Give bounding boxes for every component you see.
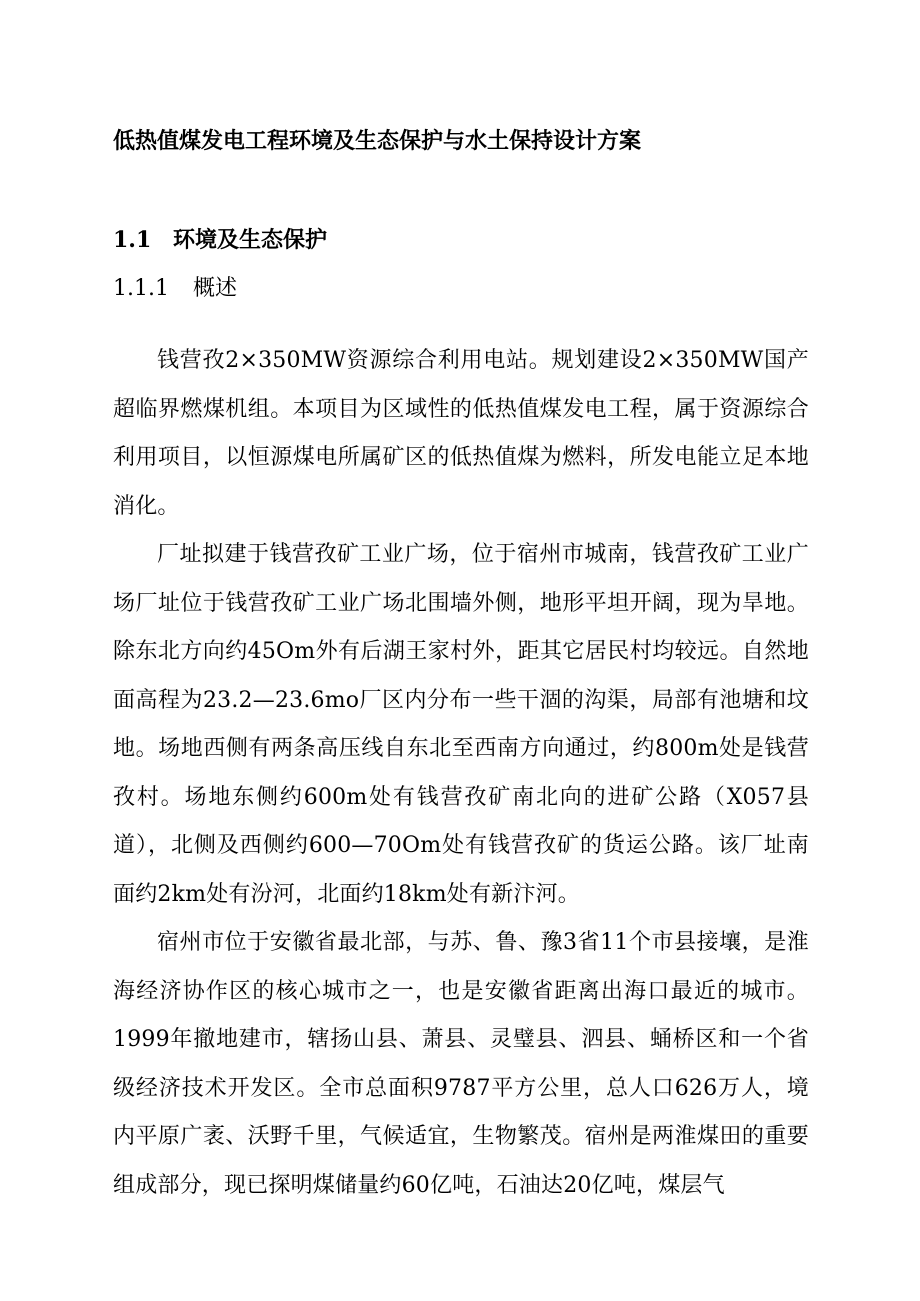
subsection-heading [113, 274, 237, 304]
body-text [113, 337, 809, 1210]
section-number: 1.1 [113, 227, 152, 253]
section-title: 环境及生态保护 [173, 227, 328, 253]
paragraph-suzhou-city: 宿州市位于安徽省最北部，与苏、鲁、豫3省11个市县接壤，是淮海经济协作区的核心城市之一，也是安徽省距离出海口最近的城市。1999年撤地建市，辖扬山县、萧县、灵璧县、泗县、蛹桥区和一个省级经济技术开发区。全市总面积9787平方公里，总人口626万人，境内平原广袤、沃野千里，气候适宜，生物繁茂。宿州是两淮煤田的重要组成部分，现已探明煤储量约60亿吨，石油达20亿吨，煤层气 [113, 930, 809, 1198]
subsection-title: 概述 [193, 276, 238, 301]
paragraph-overview-1: 钱营孜2×350MW资源综合利用电站。规划建设2×350MW国产超临界燃煤机组。本项目为区域性的低热值煤发电工程，属于资源综合利用项目，以恒源煤电所属矿区的低热值煤为燃料，所发电能立足本地消化。 [113, 348, 809, 519]
section-heading [113, 225, 327, 255]
paragraph-site-location: 厂址拟建于钱营孜矿工业广场，位于宿州市城南，钱营孜矿工业广场厂址位于钱营孜矿工业广场北围墙外侧，地形平坦开阔，现为旱地。除东北方向约45Om外有后湖王家村外，距其它居民村均较远。自然地面高程为23.2—23.6mo厂区内分布一些干涸的沟渠，局部有池塘和坟地。场地西侧有两条高压线自东北至西南方向通过，约800m处是钱营孜村。场地东侧约600m处有钱营孜矿南北向的进矿公路（X057县道），北侧及西侧约600—70Om处有钱营孜矿的货运公路。该厂址南面约2km处有汾河，北面约18km处有新汴河。 [113, 542, 809, 907]
subsection-number: 1.1.1 [113, 276, 169, 301]
document-title: 低热值煤发电工程环境及生态保护与水土保持设计方案 [113, 128, 642, 154]
